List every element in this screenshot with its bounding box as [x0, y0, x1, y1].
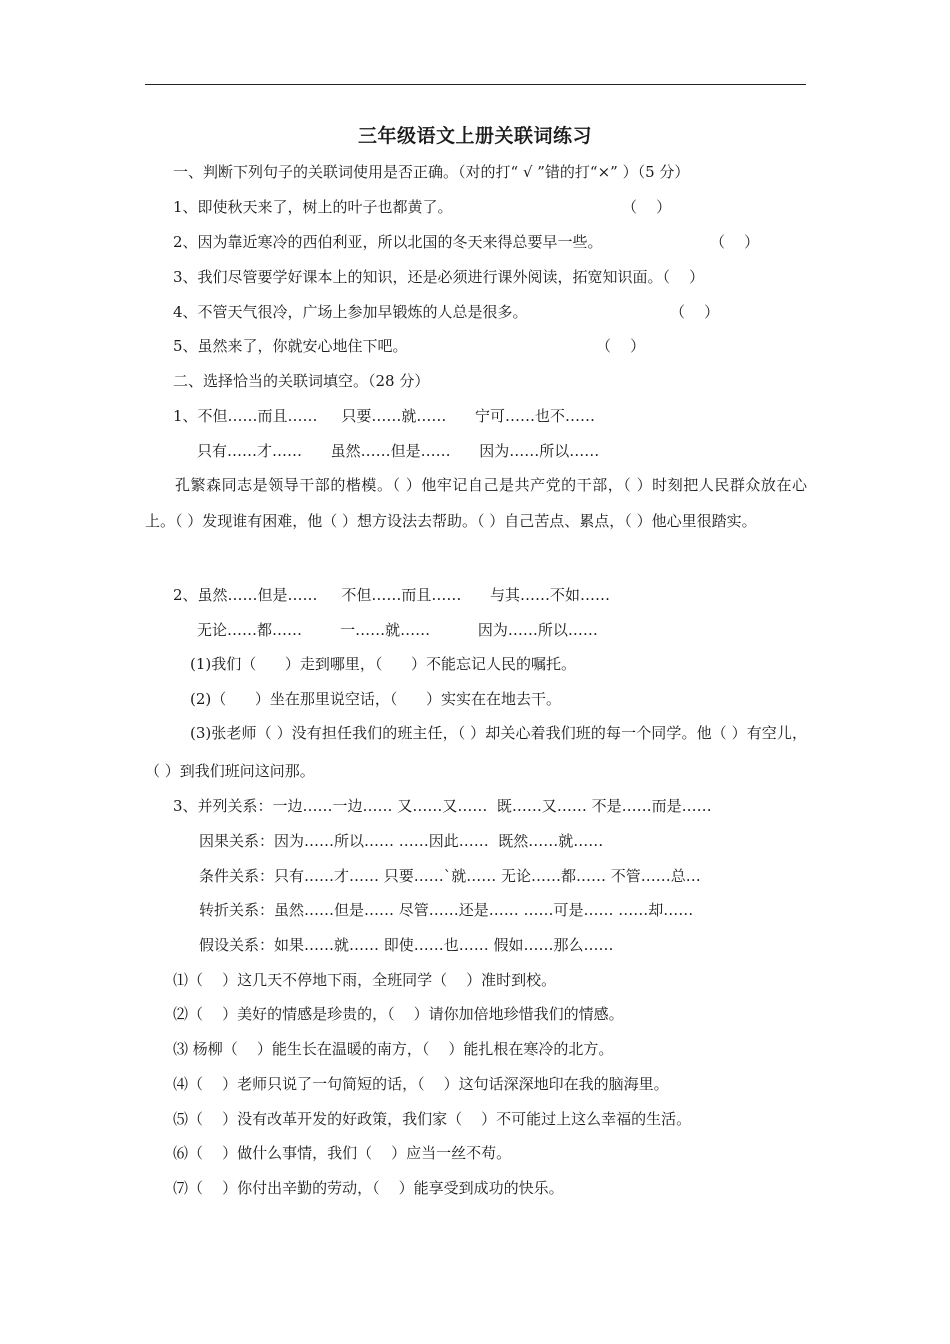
- q3-relation-parallel: 3、并列关系：一边……一边…… 又……又…… 既……又…… 不是……而是……: [173, 797, 712, 815]
- section1-item-4-blank[interactable]: （ ）: [670, 303, 720, 321]
- q3-item-4: ⑷（ ）老师只说了一句简短的话，（ ）这句话深深地印在我的脑海里。: [173, 1075, 669, 1093]
- q2-sentence-2: (2)（ ）坐在那里说空话，（ ）实实在在地去干。: [190, 690, 561, 708]
- section1-item-2: 2、因为靠近寒冷的西伯利亚，所以北国的冬天来得总要早一些。: [173, 233, 603, 251]
- q1-options-line1: 1、不但……而且…… 只要……就…… 宁可……也不……: [173, 407, 595, 425]
- section1-item-3: 3、我们尽管要学好课本上的知识，还是必须进行课外阅读，拓宽知识面。（ ）: [173, 268, 705, 286]
- section1-heading: 一、判断下列句子的关联词使用是否正确。（对的打“ √ ”错的打“×” ）（5 分）: [173, 163, 690, 181]
- q3-item-6: ⑹（ ）做什么事情，我们（ ）应当一丝不苟。: [173, 1144, 512, 1162]
- q3-item-1: ⑴（ ）这几天不停地下雨，全班同学（ ）准时到校。: [173, 971, 557, 989]
- q2-sentence-3: (3)张老师（ ）没有担任我们的班主任，（ ）却关心着我们班的每一个同学。他（ ）有空儿，（ ）到我们班问这问那。: [145, 724, 807, 780]
- q2-options-line2: 无论……都…… 一……就…… 因为……所以……: [197, 621, 598, 639]
- q3-item-5: ⑸（ ）没有改革开发的好政策，我们家（ ）不可能过上这么幸福的生活。: [173, 1110, 692, 1128]
- q3-relation-conditional: 条件关系：只有……才…… 只要……`就…… 无论……都…… 不管……总…: [199, 867, 701, 885]
- section1-item-1: 1、即使秋天来了，树上的叶子也都黄了。: [173, 198, 453, 216]
- q3-relation-hypothetical: 假设关系：如果……就…… 即使……也…… 假如……那么……: [199, 936, 614, 954]
- section1-item-2-blank[interactable]: （ ）: [710, 233, 760, 251]
- page-title: 三年级语文上册关联词练习: [357, 125, 592, 147]
- header-rule: [145, 84, 806, 85]
- section1-item-5-blank[interactable]: （ ）: [596, 337, 646, 355]
- section1-item-1-blank[interactable]: （ ）: [622, 198, 672, 216]
- q2-sentence-1: (1)我们（ ）走到哪里，（ ）不能忘记人民的嘱托。: [190, 655, 576, 673]
- q3-item-7: ⑺（ ）你付出辛勤的劳动，（ ）能享受到成功的快乐。: [173, 1179, 564, 1197]
- q3-relation-adversative: 转折关系：虽然……但是…… 尽管……还是…… ……可是…… ……却……: [199, 901, 694, 919]
- section1-item-4: 4、不管天气很冷，广场上参加早锻炼的人总是很多。: [173, 303, 528, 321]
- section2-heading: 二、选择恰当的关联词填空。（28 分）: [173, 372, 430, 390]
- section1-item-5: 5、虽然来了，你就安心地住下吧。: [173, 337, 408, 355]
- q3-relation-causal: 因果关系：因为……所以…… ……因此…… 既然……就……: [199, 832, 604, 850]
- q3-item-3: ⑶ 杨柳（ ）能生长在温暖的南方，（ ）能扎根在寒冷的北方。: [173, 1040, 614, 1058]
- q2-options-line1: 2、虽然……但是…… 不但……而且…… 与其……不如……: [173, 586, 610, 604]
- q3-item-2: ⑵（ ）美好的情感是珍贵的，（ ）请你加倍地珍惜我们的情感。: [173, 1005, 624, 1023]
- q1-passage: 孔繁森同志是领导干部的楷模。（ ）他牢记自己是共产党的干部，（ ）时刻把人民群众放在心上。（ ）发现谁有困难，他（ ）想方设法去帮助。（ ）自己苦点、累点，（ ）他心里很踏实。: [145, 476, 807, 530]
- q1-options-line2: 只有……才…… 虽然……但是…… 因为……所以……: [197, 442, 600, 460]
